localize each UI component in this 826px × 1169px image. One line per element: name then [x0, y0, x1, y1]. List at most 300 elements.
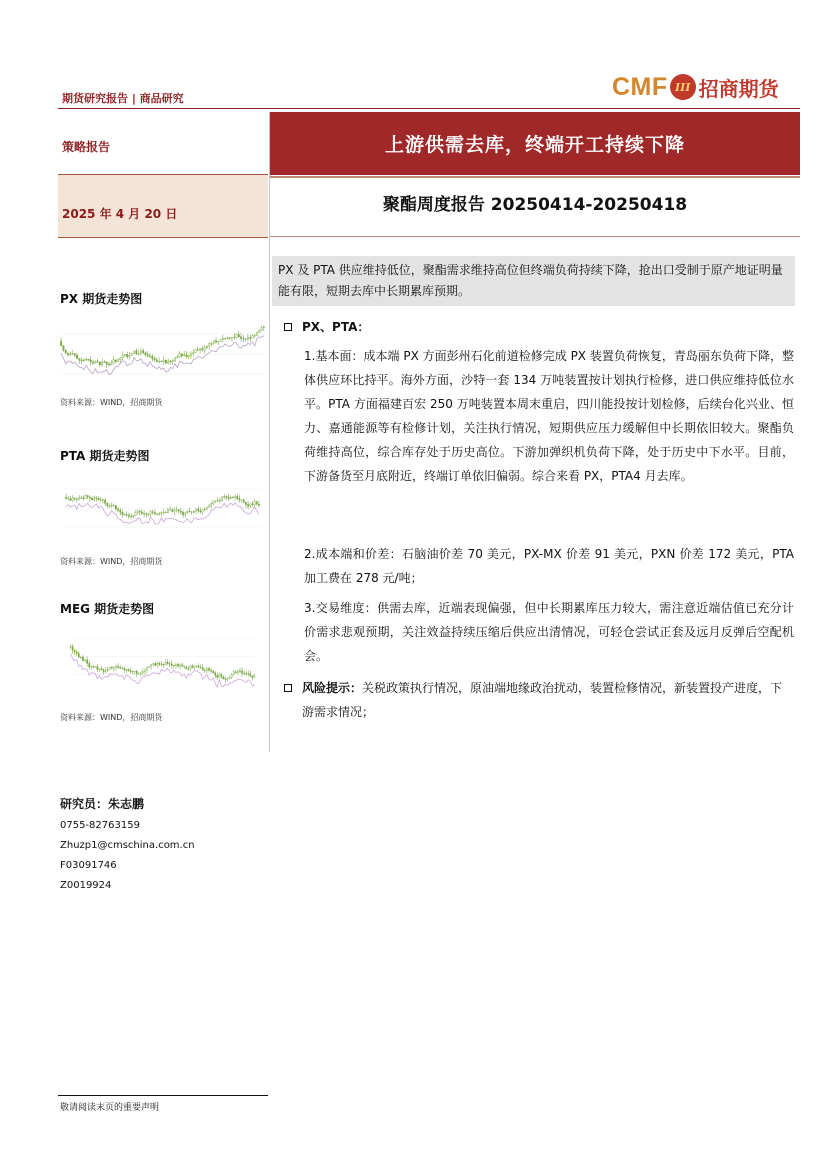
- candle-body: [152, 512, 153, 513]
- candle-body: [142, 672, 143, 673]
- candle-body: [177, 357, 178, 358]
- candle-body: [161, 664, 162, 665]
- candle-body: [80, 657, 81, 658]
- candle-body: [115, 360, 116, 362]
- candle-body: [182, 512, 183, 514]
- candle-body: [217, 675, 218, 677]
- candle-body: [188, 355, 189, 356]
- candle-body: [102, 500, 103, 501]
- candle-body: [161, 513, 162, 514]
- candle-body: [224, 338, 225, 339]
- candle-body: [148, 514, 149, 515]
- candle-body: [84, 660, 85, 661]
- candle-body: [259, 330, 260, 332]
- candle-body: [188, 669, 189, 670]
- candle-body: [172, 510, 173, 512]
- px-futures-chart-image: [60, 314, 265, 392]
- candle-body: [258, 504, 259, 505]
- section-heading-px-pta: [284, 318, 369, 335]
- paragraph-trading: 3.交易维度：供需去库，近端表现偏强，但中长期累库压力较大，需注意近端估值已充分计价需求悲观预期，关注效益持续压缩后供应出清情况，可轻仓尝试正套及远月反弹后空配机会。: [304, 601, 794, 663]
- candle-body: [196, 666, 197, 667]
- candle-body: [167, 510, 168, 513]
- candle-body: [129, 356, 130, 357]
- candle-body: [243, 673, 244, 674]
- candle-body: [235, 672, 236, 673]
- candle-body: [215, 673, 216, 676]
- analyst-name: 研究员：朱志鹏: [60, 797, 145, 811]
- candle-body: [213, 341, 214, 344]
- summary-box: PX 及 PTA 供应维持低位，聚酯需求维持高位但终端负荷持续下降，抢出口受制于原产地证明量能有限，短期去库中长期累库预期。: [272, 256, 795, 306]
- risk-text: 关税政策执行情况，原油端地缘政治扰动，装置检修情况，新装置投产进度，下游需求情况；: [302, 681, 783, 719]
- candle-body: [226, 496, 227, 497]
- candle-body: [158, 361, 159, 362]
- candle-body: [234, 337, 235, 338]
- candle-body: [219, 675, 220, 678]
- candle-body: [193, 511, 194, 512]
- candle-body: [240, 337, 241, 339]
- candle-body: [186, 667, 187, 669]
- candle-body: [221, 675, 222, 677]
- report-category: 期货研究报告 | 商品研究: [62, 92, 184, 105]
- candle-body: [68, 499, 69, 500]
- candle-body: [122, 355, 123, 357]
- candle-body: [204, 348, 205, 351]
- title-underline: [270, 236, 800, 237]
- candle-body: [250, 504, 251, 507]
- analyst-cert-invest: Z0019924: [60, 880, 112, 891]
- chart-source-px: 资料来源：WIND，招商期货: [60, 398, 163, 407]
- candle-body: [136, 351, 137, 354]
- candle-body: [209, 344, 210, 347]
- candle-body: [152, 356, 153, 358]
- candle-body: [89, 663, 90, 667]
- risk-label: 风险提示：: [302, 681, 363, 695]
- candle-body: [105, 670, 106, 671]
- candle-body: [245, 502, 246, 504]
- candle-body: [63, 346, 64, 351]
- candle-body: [177, 664, 178, 666]
- candle-body: [108, 364, 109, 365]
- candle-body: [225, 679, 226, 680]
- candle-body: [124, 514, 125, 515]
- candle-body: [229, 677, 230, 678]
- candle-body: [70, 499, 71, 501]
- candle-body: [254, 335, 255, 336]
- candle-body: [139, 511, 140, 512]
- candle-body: [104, 362, 105, 363]
- footer-disclaimer: 敬请阅读末页的重要声明: [60, 1103, 160, 1113]
- candle-body: [142, 351, 143, 353]
- candle-body: [181, 354, 182, 356]
- candle-body: [89, 497, 90, 498]
- candle-body: [151, 665, 152, 667]
- candle-body: [111, 506, 112, 507]
- candle-body: [169, 664, 170, 665]
- candle-body: [227, 678, 228, 679]
- candle-body: [261, 328, 262, 331]
- headline-banner: [270, 112, 800, 175]
- candle-body: [250, 338, 251, 339]
- candle-body: [187, 511, 188, 513]
- candle-body: [241, 500, 242, 501]
- candle-body: [78, 654, 79, 658]
- candle-body: [99, 669, 100, 670]
- candle-body: [72, 354, 73, 355]
- candle-body: [97, 667, 98, 670]
- candle-body: [113, 360, 114, 363]
- candle-body: [122, 512, 123, 514]
- candle-body: [192, 666, 193, 667]
- candle-body: [252, 504, 253, 505]
- candle-body: [138, 674, 139, 675]
- candle-body: [218, 341, 219, 342]
- candle-body: [165, 512, 166, 513]
- candle-body: [263, 327, 264, 328]
- candle-body: [169, 510, 170, 511]
- candle-body: [195, 509, 196, 511]
- candle-body: [70, 647, 71, 648]
- candle-body: [143, 513, 144, 514]
- candle-body: [120, 358, 121, 360]
- candle-body: [113, 506, 114, 507]
- candle-body: [170, 361, 171, 362]
- candle-body: [148, 667, 149, 668]
- candle-body: [90, 360, 91, 362]
- chart-title-px: PX 期货走势图: [60, 292, 143, 306]
- left-divider: [58, 237, 268, 238]
- candle-body: [232, 497, 233, 498]
- candle-body: [223, 677, 224, 679]
- candle-body: [146, 667, 147, 670]
- candle-body: [182, 665, 183, 666]
- analyst-email[interactable]: Zhuzp1@cmschina.com.cn: [60, 840, 195, 851]
- candle-body: [113, 668, 114, 669]
- candle-body: [171, 664, 172, 666]
- candle-body: [144, 670, 145, 672]
- paragraph-cost-spread: 2.成本端和价差：石脑油价差 70 美元，PX-MX 价差 91 美元，PXN 价差 172 美元，PTA 加工费在 278 元/吨；: [304, 547, 794, 585]
- candle-body: [231, 674, 232, 677]
- candle-body: [74, 498, 75, 499]
- candle-body: [252, 676, 253, 678]
- candle-body: [111, 363, 112, 365]
- candle-body: [172, 360, 173, 361]
- candle-body: [72, 498, 73, 500]
- candle-body: [248, 674, 249, 675]
- candle-body: [76, 652, 77, 654]
- chart-source-pta: 资料来源：WIND，招商期货: [60, 557, 163, 566]
- candle-body: [104, 500, 105, 503]
- candle-body: [70, 354, 71, 355]
- candle-body: [122, 668, 123, 669]
- report-date: 2025 年 4 月 20 日: [62, 207, 178, 221]
- chart-source-meg: 资料来源：WIND，招商期货: [60, 713, 163, 722]
- candle-body: [163, 512, 164, 513]
- candle-body: [130, 516, 131, 517]
- candle-body: [211, 504, 212, 506]
- brand-logo: [612, 72, 779, 102]
- candle-body: [154, 359, 155, 360]
- candle-body: [128, 670, 129, 671]
- candle-body: [107, 503, 108, 506]
- candle-body: [101, 362, 102, 365]
- candle-body: [79, 359, 80, 361]
- candle-body: [95, 362, 96, 363]
- analyst-phone: 0755-82763159: [60, 820, 140, 831]
- headline: 上游供需去库，终端开工持续下降: [384, 134, 685, 156]
- candle-body: [191, 512, 192, 513]
- candle-body: [157, 663, 158, 665]
- candle-body: [247, 505, 248, 507]
- candle-body: [86, 359, 87, 360]
- candle-body: [180, 511, 181, 512]
- column-divider: [269, 112, 270, 752]
- checkbox-bullet-icon: [284, 323, 292, 331]
- candle-body: [126, 515, 127, 516]
- candle-body: [126, 670, 127, 671]
- candle-body: [208, 506, 209, 507]
- candle-body: [140, 351, 141, 354]
- candle-body: [83, 360, 84, 361]
- candle-body: [81, 360, 82, 361]
- candle-body: [133, 351, 134, 354]
- candle-body: [67, 353, 68, 354]
- candle-body: [159, 513, 160, 514]
- candle-body: [65, 497, 66, 498]
- candle-body: [228, 497, 229, 498]
- candle-body: [224, 496, 225, 497]
- candle-body: [133, 516, 134, 517]
- candle-body: [237, 496, 238, 498]
- candle-body: [109, 506, 110, 507]
- candle-body: [82, 657, 83, 661]
- candle-body: [117, 509, 118, 510]
- logo-latin: CMF: [612, 72, 668, 101]
- candle-body: [239, 499, 240, 500]
- candle-body: [60, 341, 61, 345]
- candle-body: [195, 350, 196, 353]
- candle-body: [183, 355, 184, 356]
- candle-body: [193, 353, 194, 354]
- candle-body: [229, 338, 230, 339]
- candle-body: [154, 513, 155, 515]
- risk-warning: [284, 676, 794, 724]
- candle-body: [135, 513, 136, 516]
- candle-body: [184, 666, 185, 667]
- candle-body: [106, 362, 107, 364]
- candle-body: [95, 667, 96, 668]
- candle-body: [115, 666, 116, 667]
- candle-body: [227, 338, 228, 339]
- candle-body: [91, 498, 92, 500]
- candle-body: [115, 506, 116, 509]
- candle-body: [202, 668, 203, 670]
- candle-body: [124, 668, 125, 670]
- candle-body: [165, 662, 166, 665]
- candle-body: [92, 362, 93, 363]
- candle-body: [206, 507, 207, 509]
- candle-body: [215, 501, 216, 502]
- candle-body: [222, 338, 223, 339]
- candle-body: [159, 663, 160, 664]
- candle-body: [87, 495, 88, 497]
- candle-body: [94, 498, 95, 500]
- candle-body: [97, 362, 98, 363]
- candle-body: [173, 665, 174, 666]
- candle-body: [213, 501, 214, 503]
- candle-body: [96, 498, 97, 499]
- candle-body: [136, 671, 137, 673]
- candle-body: [252, 336, 253, 339]
- candle-body: [103, 670, 104, 672]
- candle-body: [137, 511, 138, 513]
- candle-body: [134, 671, 135, 672]
- analyst-cert-futures: F03091746: [60, 860, 117, 871]
- pta-futures-chart-image: [60, 470, 265, 548]
- paragraph-fundamentals: 1.基本面：成本端 PX 方面彭州石化前道检修完成 PX 装置负荷恢复，青岛丽东负荷下降，整体供应环比持平。海外方面，沙特一套 134 万吨装置按计划执行检修，进口供应维持低位水平。PTA 方面福建百宏 250 万吨装置本周末重启，四川能投按计划检修，后续台化兴业、恒力、嘉通能源等有检修计划，关注执行情况，短期供应压力缓解但中长期依旧较大。聚酯负荷维持高位，综合库存处于历史高位。下游加弹织机负荷下降，处于历史中下水平。目前，下游备货至月底附近，终端订单依旧偏弱。综合来看 PX，PTA4 月去库。: [304, 349, 794, 483]
- candle-body: [185, 513, 186, 515]
- candle-body: [145, 353, 146, 355]
- candle-body: [76, 499, 77, 500]
- candle-body: [241, 671, 242, 673]
- candle-body: [190, 666, 191, 669]
- meg-futures-chart-image: [60, 620, 265, 698]
- candle-body: [149, 356, 150, 357]
- candle-body: [231, 338, 232, 339]
- candle-body: [146, 514, 147, 515]
- candle-body: [234, 496, 235, 497]
- candle-body: [236, 334, 237, 337]
- candle-body: [175, 664, 176, 665]
- candle-body: [239, 671, 240, 672]
- candle-body: [167, 662, 168, 663]
- candle-body: [88, 359, 89, 360]
- report-title: 聚酯周度报告 20250414-20250418: [382, 195, 688, 215]
- logo-chinese: 招商期货: [698, 76, 779, 101]
- candle-body: [198, 509, 199, 511]
- candle-body: [200, 511, 201, 512]
- candle-body: [220, 340, 221, 342]
- candle-body: [202, 349, 203, 350]
- candle-body: [127, 354, 128, 357]
- candle-body: [174, 358, 175, 361]
- candle-body: [120, 510, 121, 512]
- candle-body: [86, 660, 87, 663]
- candle-body: [156, 360, 157, 362]
- candle-body: [163, 664, 164, 665]
- candle-body: [186, 355, 187, 357]
- candle-body: [163, 360, 164, 361]
- candle-body: [155, 664, 156, 666]
- candle-body: [120, 667, 121, 668]
- banner-underline: [270, 176, 800, 178]
- candle-body: [78, 498, 79, 499]
- candle-body: [243, 500, 244, 502]
- candle-body: [117, 666, 118, 667]
- candle-body: [245, 339, 246, 340]
- candle-body: [179, 354, 180, 357]
- logo-emblem-icon: III: [670, 74, 696, 100]
- candle-body: [138, 353, 139, 354]
- candle-body: [93, 667, 94, 668]
- candle-body: [246, 673, 247, 674]
- candle-body: [161, 361, 162, 362]
- candle-body: [256, 333, 257, 336]
- candle-body: [200, 668, 201, 669]
- candle-body: [65, 350, 66, 353]
- candle-body: [91, 667, 92, 668]
- candle-body: [254, 502, 255, 505]
- candle-body: [194, 666, 195, 668]
- candle-body: [141, 512, 142, 513]
- candle-body: [132, 672, 133, 673]
- candle-body: [212, 671, 213, 672]
- candle-body: [202, 510, 203, 512]
- candle-body: [128, 515, 129, 516]
- candle-body: [76, 355, 77, 358]
- candle-body: [199, 349, 200, 350]
- candle-body: [237, 671, 238, 673]
- candle-body: [117, 360, 118, 362]
- candle-body: [98, 498, 99, 500]
- candle-body: [243, 339, 244, 340]
- candle-body: [147, 355, 148, 356]
- candle-body: [208, 668, 209, 670]
- header-divider: [58, 108, 800, 109]
- candle-body: [198, 666, 199, 667]
- candle-body: [74, 650, 75, 652]
- candle-body: [230, 497, 231, 499]
- candle-body: [131, 354, 132, 356]
- candle-body: [197, 350, 198, 351]
- candle-body: [206, 346, 207, 347]
- candle-body: [150, 512, 151, 514]
- candle-body: [256, 502, 257, 504]
- candle-body: [83, 498, 84, 499]
- candle-body: [178, 510, 179, 512]
- candle-body: [99, 362, 100, 365]
- candle-body: [179, 665, 180, 666]
- candle-body: [124, 354, 125, 355]
- chart-title-meg: MEG 期货走势图: [60, 602, 155, 616]
- candle-body: [210, 670, 211, 671]
- chart-title-pta: PTA 期货走势图: [60, 449, 150, 463]
- candle-body: [81, 498, 82, 499]
- candle-body: [204, 509, 205, 510]
- candle-body: [130, 671, 131, 672]
- candle-body: [206, 668, 207, 670]
- candle-body: [140, 673, 141, 674]
- candle-body: [190, 354, 191, 356]
- candle-body: [165, 360, 166, 363]
- candle-body: [233, 672, 234, 675]
- candle-body: [254, 676, 255, 678]
- candle-body: [101, 669, 102, 670]
- report-type-tag: 策略报告: [62, 140, 111, 154]
- candle-body: [219, 500, 220, 501]
- candle-body: [85, 495, 86, 498]
- checkbox-bullet-icon: [284, 684, 292, 692]
- candle-body: [168, 361, 169, 363]
- candle-body: [153, 664, 154, 665]
- candle-body: [204, 670, 205, 671]
- candle-body: [176, 510, 177, 511]
- candle-body: [100, 500, 101, 501]
- candle-body: [247, 338, 248, 340]
- candle-body: [109, 667, 110, 669]
- candle-body: [250, 674, 251, 676]
- section-heading-text: PX、PTA：: [302, 320, 370, 334]
- candle-body: [215, 341, 216, 342]
